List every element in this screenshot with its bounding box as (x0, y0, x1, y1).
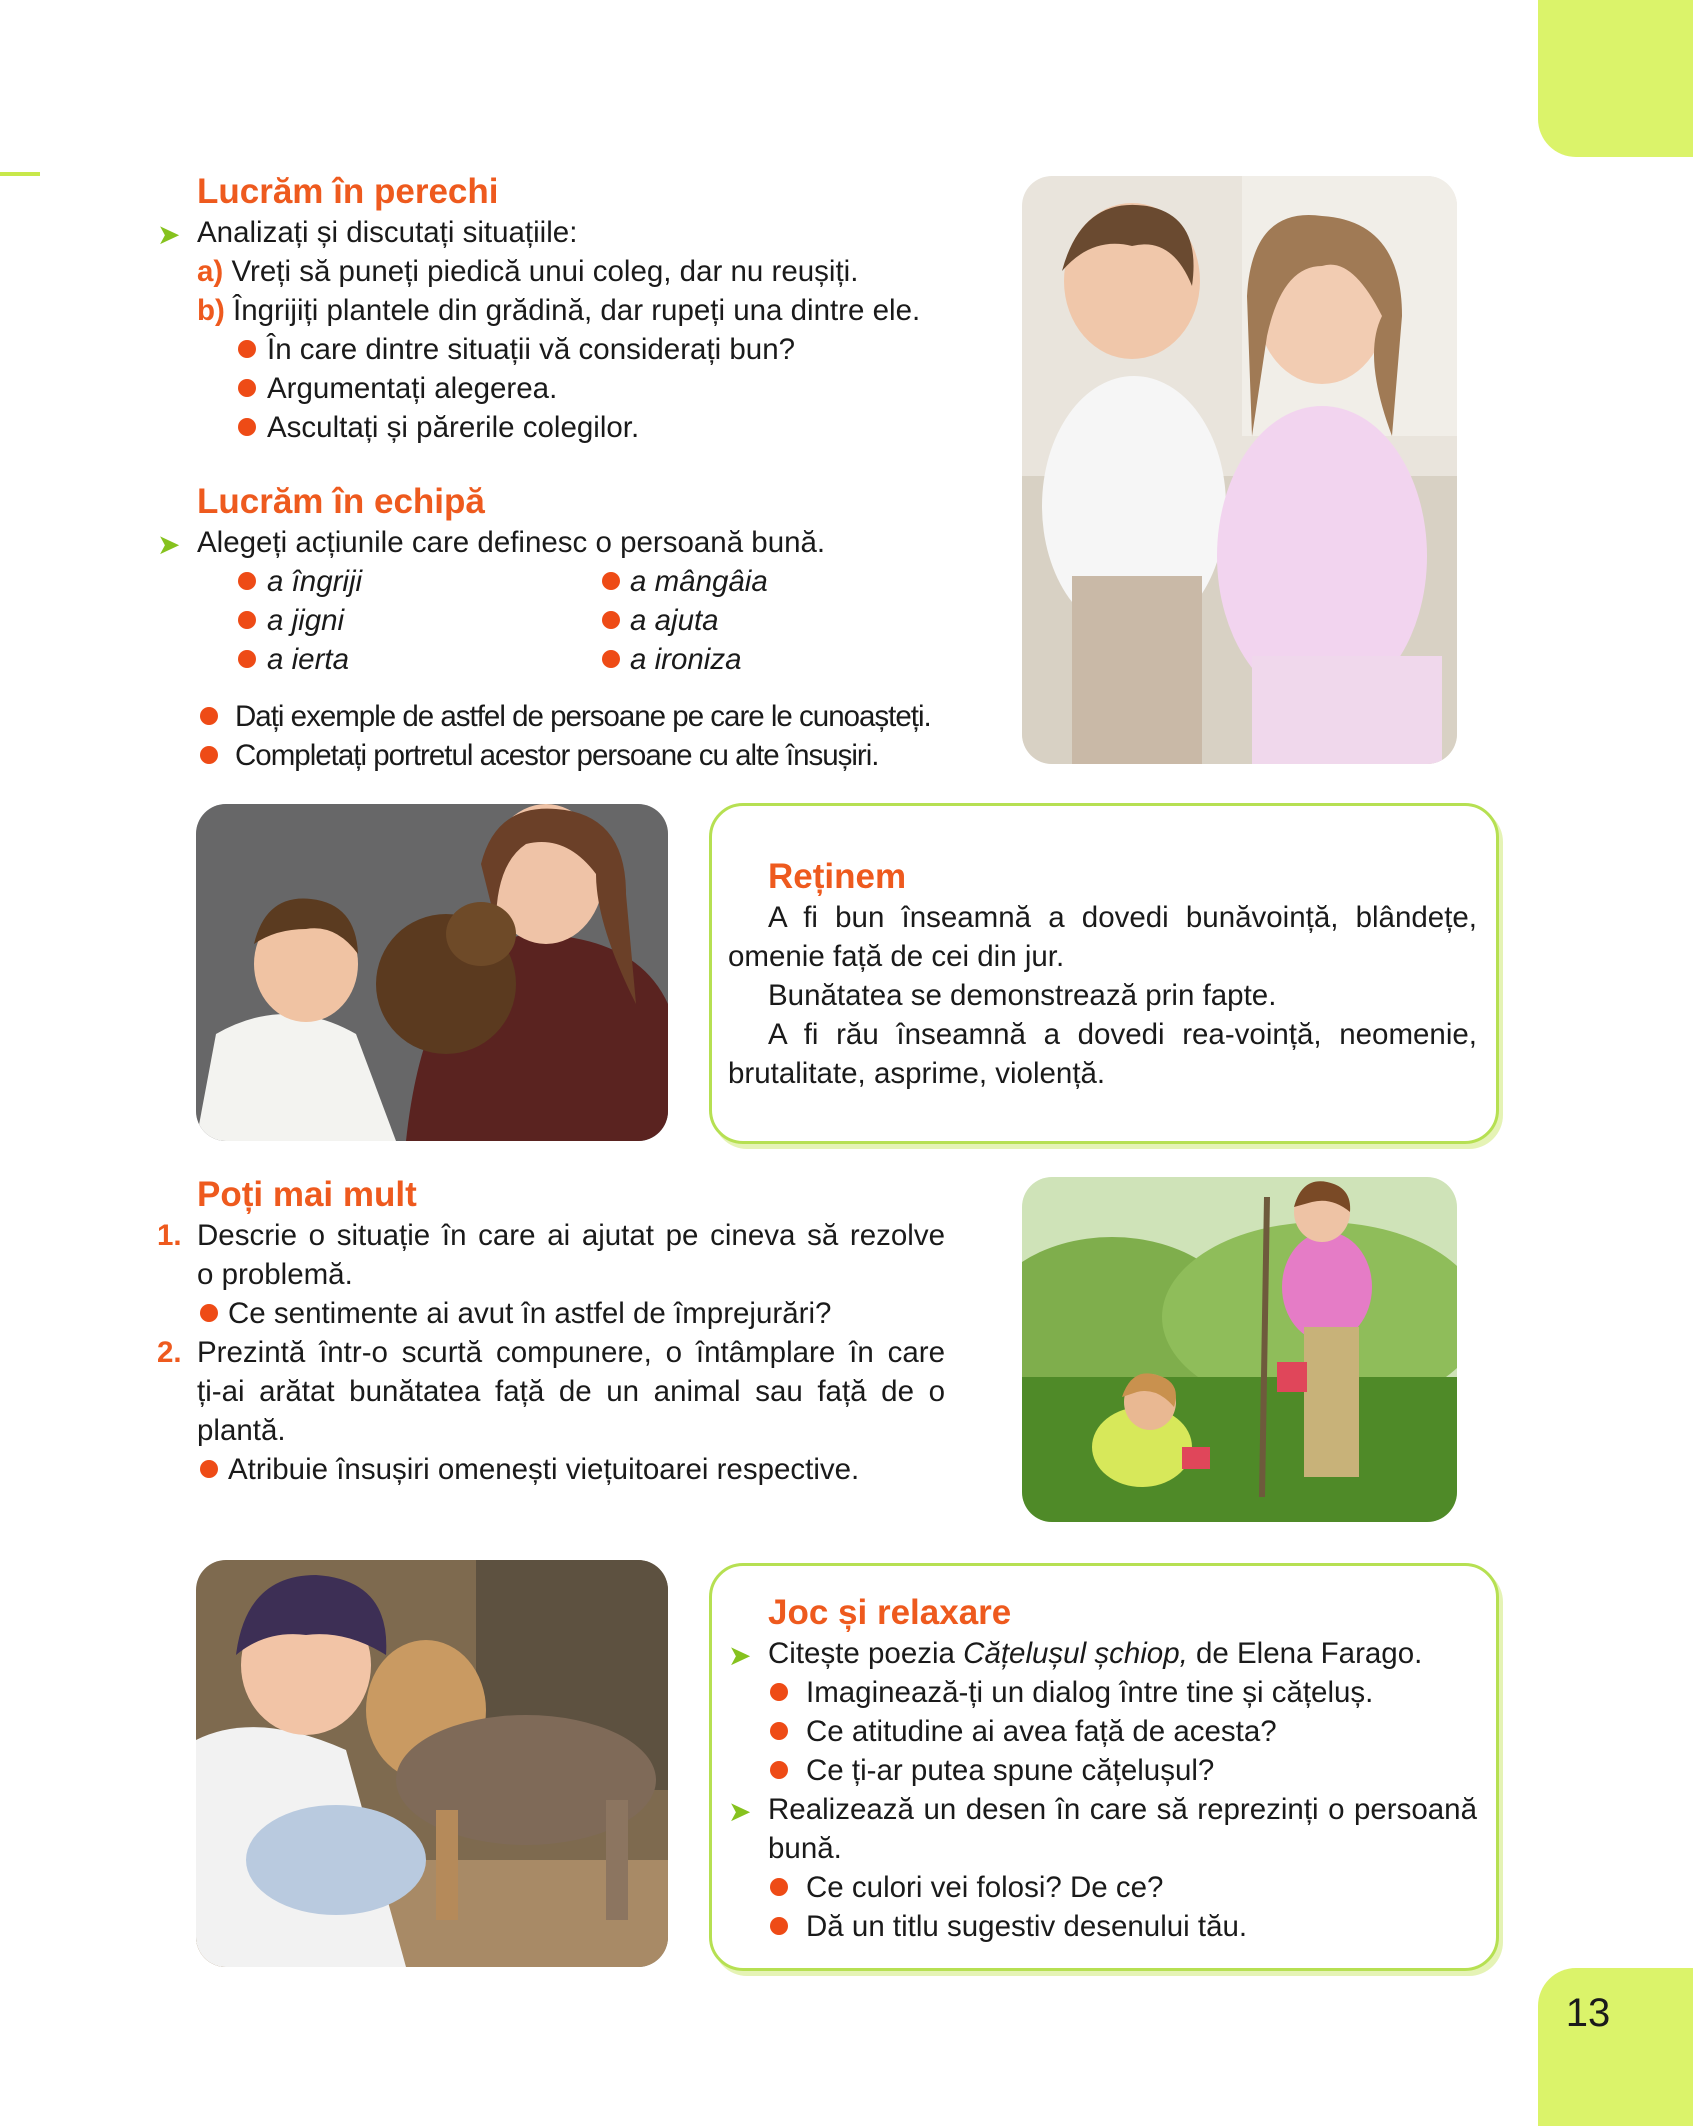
team-option: a mângâia (630, 565, 768, 598)
team-option: a ierta (267, 643, 349, 676)
arrow-bullet-icon: ➤ (157, 219, 181, 250)
joc-bullet: Imaginează-ți un dialog între tine și cățeluș. (806, 1676, 1374, 1709)
item-text: Îngrijiți plantele din grădină, dar rupeți una dintre ele. (233, 294, 921, 327)
more-bullet: Atribuie însușiri omenești viețuitoarei respective. (228, 1453, 860, 1486)
bullet-dot-icon (200, 746, 218, 764)
corner-tab-top (1538, 0, 1693, 157)
retinem-line: Bunătatea se demonstrează prin fapte. (768, 979, 1277, 1012)
poem-title: Cățelușul șchiop, (963, 1637, 1188, 1670)
photo-children-teddy-bear (196, 804, 668, 1141)
more-bullet: Ce sentimente ai avut în astfel de împrejurări? (228, 1297, 832, 1330)
team-bullet: Completați portretul acestor persoane cu alte însușiri. (235, 739, 879, 772)
retinem-title: Reținem (768, 857, 907, 896)
photo-children-watering-tree (1022, 1177, 1457, 1522)
pairs-item-b (197, 291, 920, 330)
retinem-line: brutalitate, asprime, violență. (728, 1057, 1106, 1090)
bullet-dot-icon (238, 340, 256, 358)
more-line: o problemă. (197, 1258, 353, 1291)
photo-boy-with-dog (196, 1560, 668, 1967)
bullet-dot-icon (200, 1460, 218, 1478)
photo-children-back-to-back (1022, 176, 1457, 764)
bullet-dot-icon (770, 1683, 788, 1701)
team-bullet: Dați exemple de astfel de persoane pe care le cunoașteți. (235, 700, 931, 733)
pairs-bullet: Ascultați și părerile colegilor. (267, 411, 640, 444)
joc-bullet: Ce ți-ar putea spune cățelușul? (806, 1754, 1215, 1787)
bullet-dot-icon (770, 1917, 788, 1935)
section-title-more: Poți mai mult (197, 1175, 417, 1214)
bullet-dot-icon (238, 418, 256, 436)
team-option: a îngriji (267, 565, 363, 598)
team-option: a ajuta (630, 604, 719, 637)
retinem-line: omenie față de cei din jur. (728, 940, 1065, 973)
team-option: a ironiza (630, 643, 742, 676)
more-line: Prezintă într-o scurtă compunere, o întâmplare în care (197, 1336, 945, 1369)
joc-bullet: Ce culori vei folosi? De ce? (806, 1871, 1164, 1904)
joc-prompt-text: Citește poezia (768, 1637, 964, 1670)
joc-bullet: Ce atitudine ai avea față de acesta? (806, 1715, 1277, 1748)
bullet-dot-icon (200, 707, 218, 725)
section-title-pairs: Lucrăm în perechi (197, 172, 499, 211)
joc-prompt-text: de Elena Farago. (1187, 1637, 1423, 1670)
joc-title: Joc și relaxare (768, 1593, 1012, 1632)
joc-prompt-2: Realizează un desen în care să reprezinți o persoană (768, 1793, 1477, 1826)
arrow-bullet-icon: ➤ (157, 529, 181, 560)
more-line: Descrie o situație în care ai ajutat pe cineva să rezolve (197, 1219, 945, 1252)
bullet-dot-icon (602, 572, 620, 590)
item-label: a) (197, 255, 224, 288)
retinem-line: A fi bun înseamnă a dovedi bunăvoință, blândețe, (768, 901, 1477, 934)
section-title-team: Lucrăm în echipă (197, 482, 485, 521)
more-line: plantă. (197, 1414, 286, 1447)
bullet-dot-icon (602, 650, 620, 668)
bullet-dot-icon (238, 572, 256, 590)
margin-rule (0, 172, 40, 176)
bullet-dot-icon (238, 611, 256, 629)
more-line: ți-ai arătat bunătatea față de un animal sau față de o (197, 1375, 945, 1408)
bullet-dot-icon (770, 1878, 788, 1896)
bullet-dot-icon (602, 611, 620, 629)
pairs-item-a (197, 252, 858, 291)
bullet-dot-icon (238, 379, 256, 397)
page-number: 13 (1565, 1991, 1611, 2035)
item-label: b) (197, 294, 225, 327)
pairs-bullet: În care dintre situații vă considerați bun? (267, 333, 796, 366)
arrow-bullet-icon: ➤ (728, 1796, 752, 1827)
joc-prompt-1 (768, 1634, 1422, 1673)
item-number: 2. (157, 1336, 182, 1369)
joc-prompt-2: bună. (768, 1832, 842, 1865)
item-number: 1. (157, 1219, 182, 1252)
pairs-bullet: Argumentați alegerea. (267, 372, 558, 405)
retinem-line: A fi rău înseamnă a dovedi rea-voință, neomenie, (768, 1018, 1477, 1051)
item-text: Vreți să puneți piedică unui coleg, dar nu reușiți. (231, 255, 859, 288)
bullet-dot-icon (200, 1304, 218, 1322)
team-option: a jigni (267, 604, 345, 637)
bullet-dot-icon (770, 1761, 788, 1779)
team-prompt: Alegeți acțiunile care definesc o persoană bună. (197, 526, 826, 559)
bullet-dot-icon (770, 1722, 788, 1740)
arrow-bullet-icon: ➤ (728, 1640, 752, 1671)
bullet-dot-icon (238, 650, 256, 668)
joc-bullet: Dă un titlu sugestiv desenului tău. (806, 1910, 1248, 1943)
pairs-prompt: Analizați și discutați situațiile: (197, 216, 578, 249)
